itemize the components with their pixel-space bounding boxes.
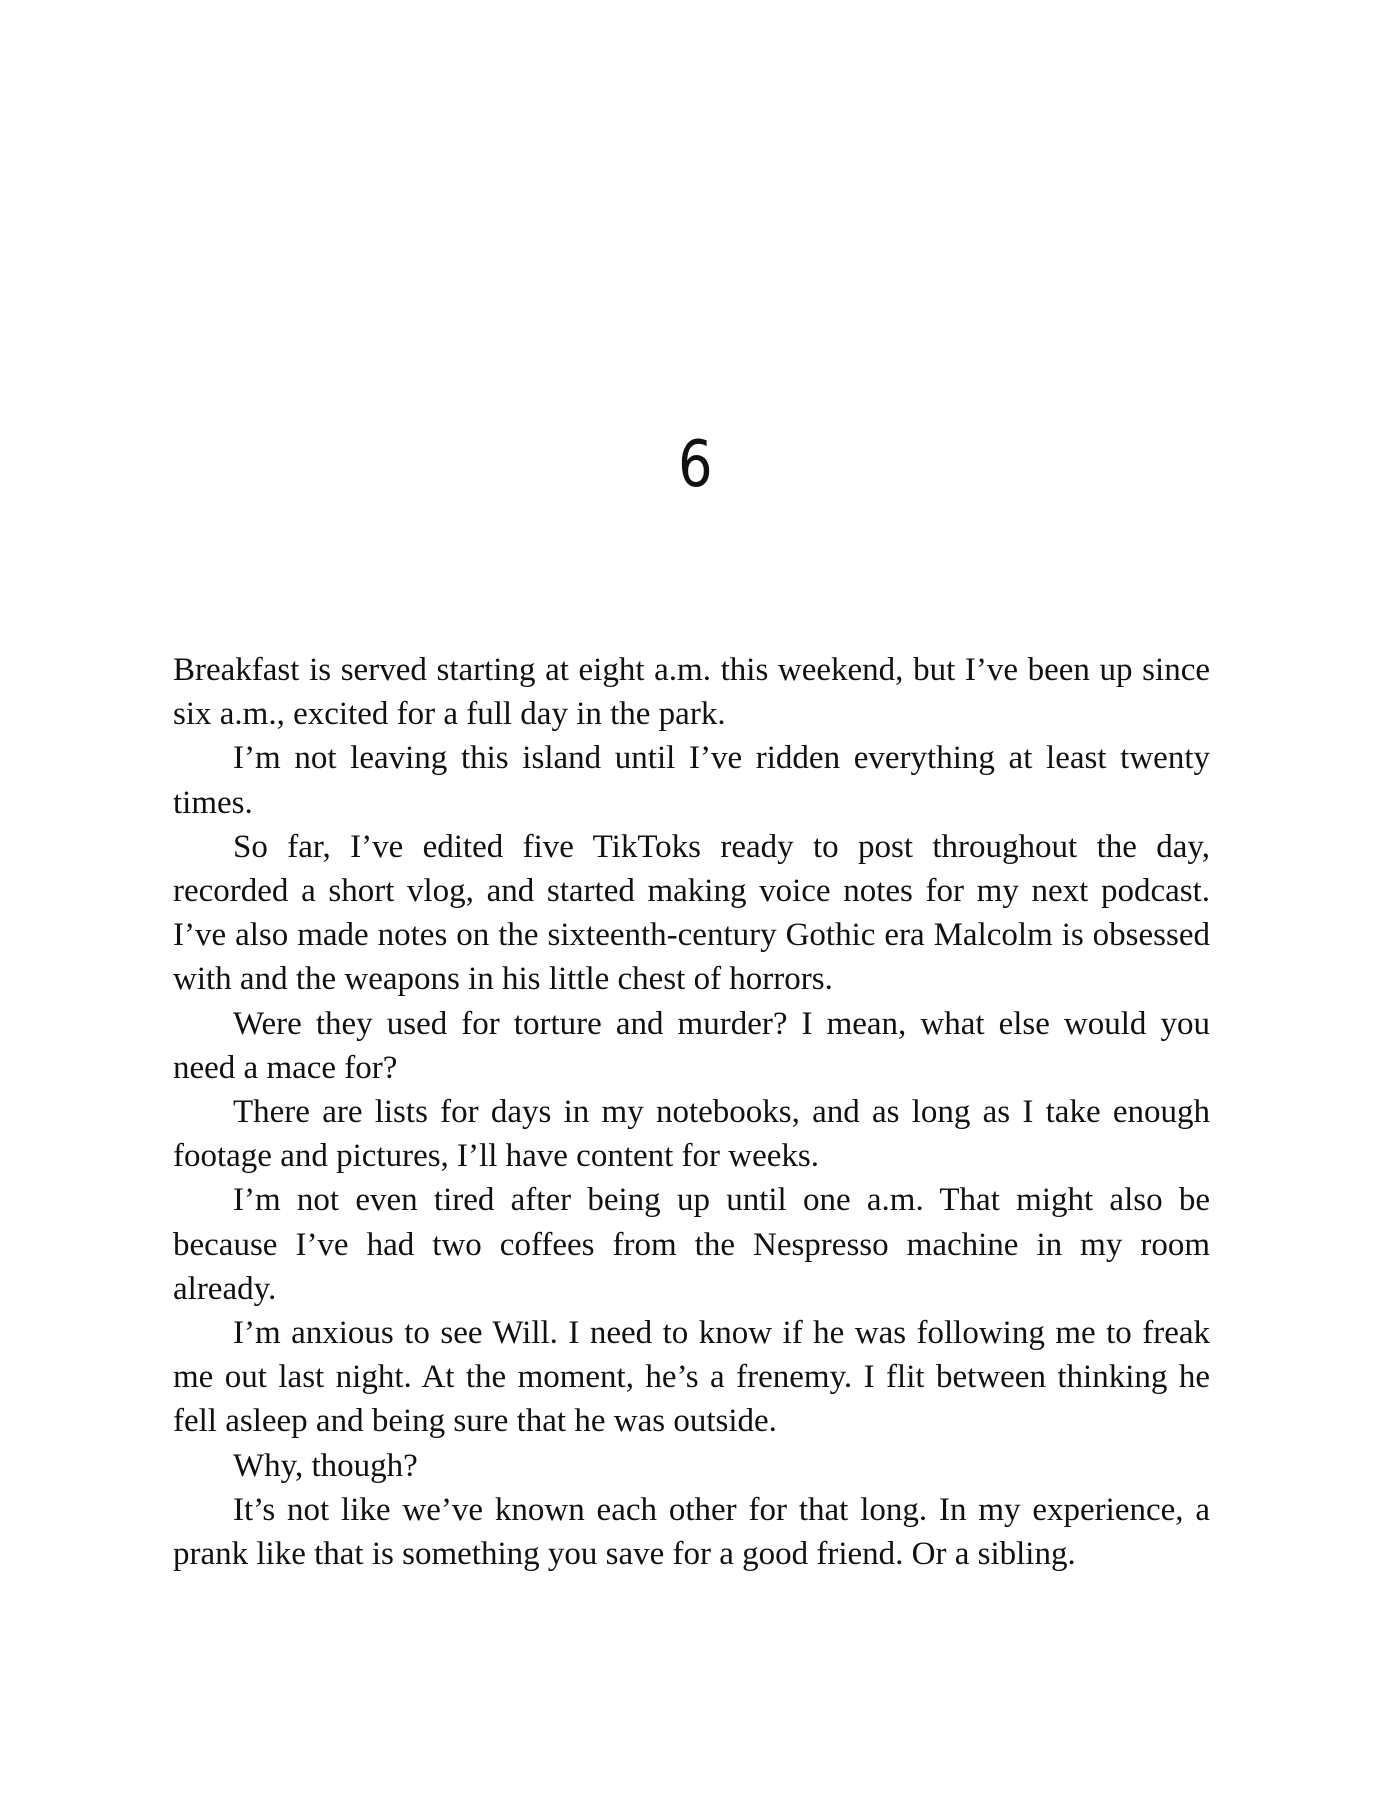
paragraph: I’m anxious to see Will. I need to know if he was following me to freak me out last night. At the moment, he’s a frenemy. I flit between thinking he fell asleep and being sure that he was outside. xyxy=(173,1315,1210,1440)
paragraph: I’m not leaving this island until I’ve ridden everything at least twenty times. xyxy=(173,740,1210,821)
paragraph: So far, I’ve edited five TikToks ready to post throughout the day, recorded a short vlog, and started making voice notes for my next podcast. I’ve also made notes on the sixteenth-century Gothic era Malcolm is obsessed with and the weapons in his little chest of horrors. xyxy=(173,828,1210,998)
paragraph: Were they used for torture and murder? I mean, what else would you need a mace for? xyxy=(173,1005,1210,1086)
paragraph: There are lists for days in my notebooks, and as long as I take enough footage and pictures, I’ll have content for weeks. xyxy=(173,1094,1210,1175)
chapter-number-text: 6 xyxy=(678,428,713,502)
chapter-body xyxy=(173,648,1210,1576)
paragraph: Breakfast is served starting at eight a.m. this weekend, but I’ve been up since six a.m., excited for a full day in the park. xyxy=(173,652,1210,733)
paragraph: I’m not even tired after being up until one a.m. That might also be because I’ve had two coffees from the Nespresso machine in my room already. xyxy=(173,1182,1210,1307)
paragraph: It’s not like we’ve known each other for that long. In my experience, a prank like that is something you save for a good friend. Or a sibling. xyxy=(173,1491,1210,1573)
chapter-number xyxy=(0,425,1391,505)
paragraph: Why, though? xyxy=(233,1447,418,1484)
